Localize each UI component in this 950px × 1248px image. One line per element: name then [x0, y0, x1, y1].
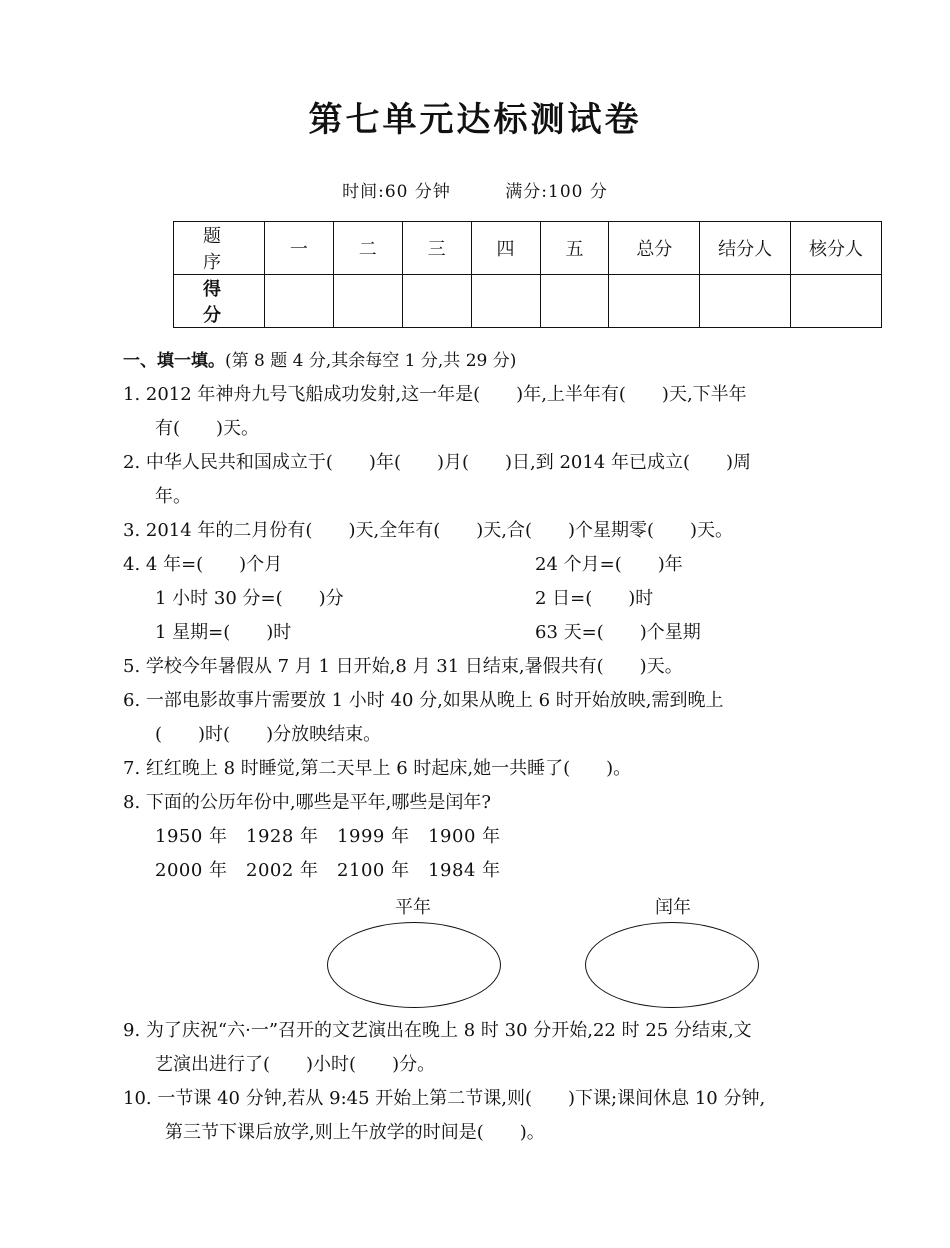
section-heading	[123, 346, 516, 371]
header-section-5: 五	[540, 222, 609, 275]
score-cell-1[interactable]	[264, 275, 333, 328]
question-4-a: 4. 4 年=( )个月	[123, 554, 283, 575]
header-section-1: 一	[264, 222, 333, 275]
header-section-4: 四	[471, 222, 540, 275]
score-cell-checker[interactable]	[791, 275, 882, 328]
question-8-years-row-2: 2000 年 2002 年 2100 年 1984 年	[155, 860, 501, 881]
header-checker: 核分人	[791, 222, 882, 275]
page-title: 第七单元达标测试卷	[308, 100, 642, 140]
question-2-line-2: 年。	[155, 486, 191, 507]
question-1	[123, 378, 935, 446]
question-2-line-1: 2. 中华人民共和国成立于( )年( )月( )日,到 2014 年已成立( )周	[123, 452, 752, 473]
score-cell-total[interactable]	[609, 275, 700, 328]
label-common-year: 平年	[395, 897, 431, 918]
common-year-answer-ellipse[interactable]	[327, 922, 501, 1008]
question-5: 5. 学校今年暑假从 7 月 1 日开始,8 月 31 日结束,暑假共有( )天。	[123, 656, 683, 677]
score-cell-scorer[interactable]	[700, 275, 791, 328]
question-1-line-2: 有( )天。	[155, 418, 260, 439]
question-7: 7. 红红晚上 8 时睡觉,第二天早上 6 时起床,她一共睡了( )。	[123, 758, 632, 779]
score-cell-4[interactable]	[471, 275, 540, 328]
header-total: 总分	[609, 222, 700, 275]
question-4-c: 1 小时 30 分=( )分	[155, 588, 344, 609]
section-note: (第 8 题 4 分,其余每空 1 分,共 29 分)	[225, 351, 517, 371]
question-1-line-1: 1. 2012 年神舟九号飞船成功发射,这一年是( )年,上半年有( )天,下半年	[123, 384, 747, 405]
score-table-header-row	[174, 222, 882, 275]
score-table	[173, 221, 882, 328]
row-label-score: 得 分	[174, 275, 265, 328]
header-section-2: 二	[333, 222, 402, 275]
exam-full-score: 满分:100 分	[505, 182, 608, 202]
question-10-line-2: 第三节下课后放学,则上午放学的时间是( )。	[165, 1122, 545, 1143]
question-9-line-2: 艺演出进行了( )小时( )分。	[155, 1054, 436, 1075]
question-4-f: 63 天=( )个星期	[535, 622, 701, 643]
question-10-line-1: 10. 一节课 40 分钟,若从 9:45 开始上第二节课,则( )下课;课间休息 10 分钟,	[123, 1088, 766, 1109]
header-section-3: 三	[402, 222, 471, 275]
question-10	[123, 1082, 935, 1150]
question-4-d: 2 日=( )时	[535, 588, 654, 609]
header-scorer: 结分人	[700, 222, 791, 275]
exam-meta	[0, 177, 950, 202]
question-4-b: 24 个月=( )年	[535, 554, 683, 575]
score-cell-2[interactable]	[333, 275, 402, 328]
header-question-order: 题 序	[174, 222, 265, 275]
label-leap-year: 闰年	[655, 897, 691, 918]
question-9	[123, 1014, 935, 1082]
question-6-line-1: 6. 一部电影故事片需要放 1 小时 40 分,如果从晚上 6 时开始放映,需到晚上	[123, 690, 724, 711]
question-9-line-1: 9. 为了庆祝“六·一”召开的文艺演出在晚上 8 时 30 分开始,22 时 25 分结束,文	[123, 1020, 752, 1041]
question-6	[123, 684, 935, 752]
score-cell-5[interactable]	[540, 275, 609, 328]
question-8-years-row-1: 1950 年 1928 年 1999 年 1900 年	[155, 826, 501, 847]
leap-year-answer-ellipse[interactable]	[585, 922, 759, 1008]
score-cell-3[interactable]	[402, 275, 471, 328]
section-title: 一、填一填。	[123, 351, 225, 371]
score-table-score-row	[174, 275, 882, 328]
question-3: 3. 2014 年的二月份有( )天,全年有( )天,合( )个星期零( )天。	[123, 520, 734, 541]
question-8: 8. 下面的公历年份中,哪些是平年,哪些是闰年?	[123, 792, 491, 813]
exam-time: 时间:60 分钟	[342, 182, 451, 202]
question-4-e: 1 星期=( )时	[155, 622, 292, 643]
question-6-line-2: ( )时( )分放映结束。	[155, 724, 382, 745]
question-2	[123, 446, 935, 514]
